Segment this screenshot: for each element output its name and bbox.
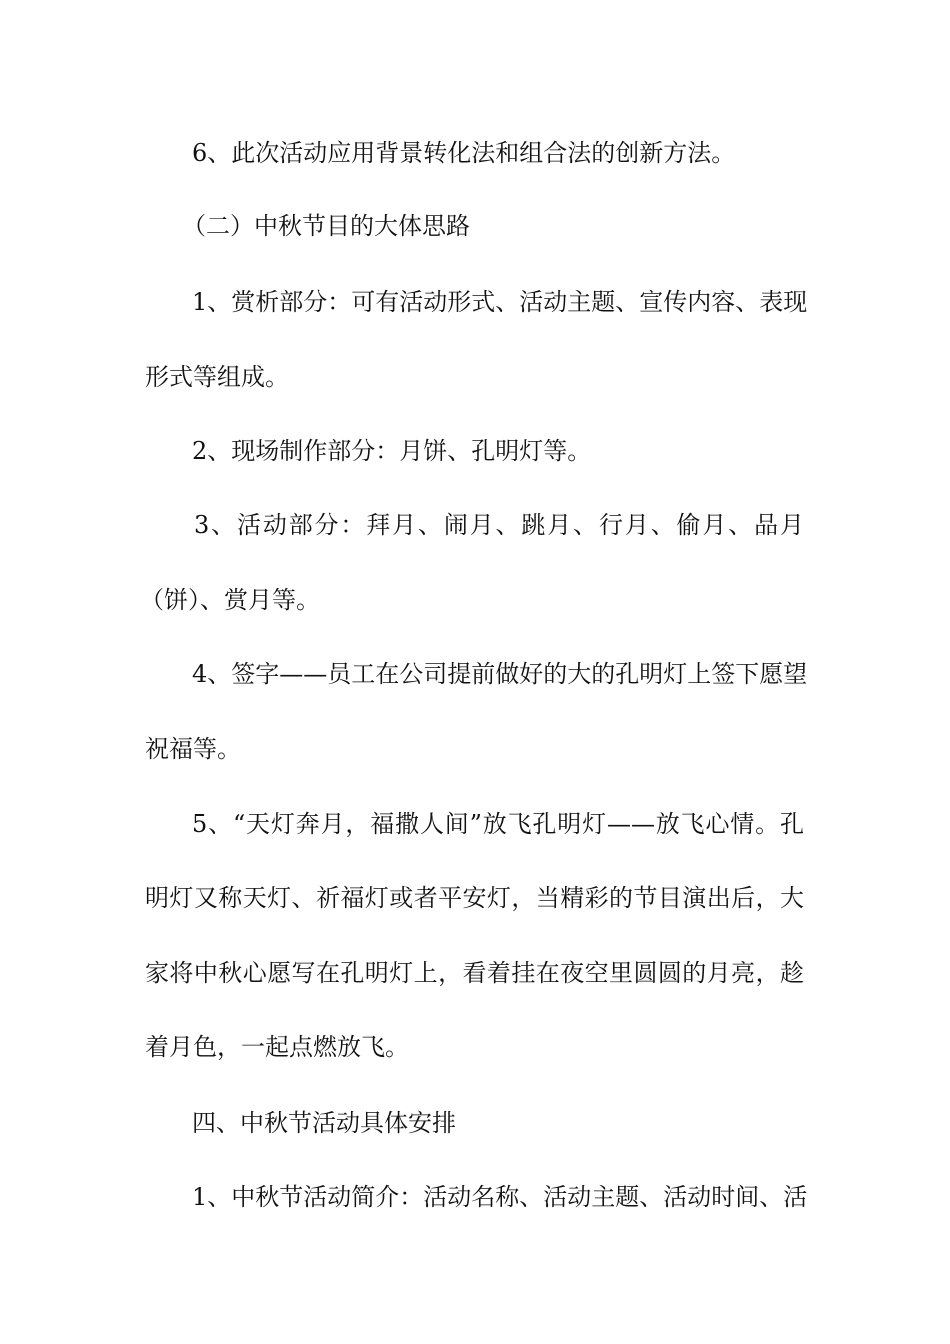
paragraph-line [0, 953, 950, 993]
section-heading [0, 206, 950, 246]
paragraph-line [0, 505, 950, 545]
paragraph-line [0, 1177, 950, 1217]
line-text: 6、此次活动应用背景转化法和组合法的创新方法。 [192, 139, 736, 167]
line-text: 3、活动部分：拜月、闹月、跳月、行月、偷月、品月 [194, 511, 804, 539]
paragraph-line [0, 357, 950, 397]
section-heading [0, 1103, 950, 1143]
paragraph-line [0, 654, 950, 694]
paragraph-line [0, 282, 950, 322]
paragraph-line [0, 878, 950, 918]
line-text: （饼）、赏月等。 [140, 586, 320, 614]
line-text: 祝福等。 [145, 735, 241, 763]
line-text: 家将中秋心愿写在孔明灯上，看着挂在夜空里圆圆的月亮，趁 [145, 959, 804, 987]
line-text: 2、现场制作部分：月饼、孔明灯等。 [192, 437, 592, 465]
line-text: 1、赏析部分：可有活动形式、活动主题、宣传内容、表现 [192, 288, 808, 316]
line-text: 形式等组成。 [145, 363, 289, 391]
paragraph-line [0, 804, 950, 844]
paragraph-line [0, 580, 950, 620]
paragraph-line [0, 431, 950, 471]
line-text: 1、中秋节活动简介：活动名称、活动主题、活动时间、活 [192, 1183, 808, 1211]
line-text: 5、“天灯奔月，福撒人间”放飞孔明灯——放飞心情。孔 [192, 810, 804, 838]
line-text: 着月色，一起点燃放飞。 [145, 1033, 409, 1061]
paragraph-line [0, 1027, 950, 1067]
line-text: 明灯又称天灯、祈福灯或者平安灯，当精彩的节目演出后，大 [145, 884, 804, 912]
paragraph-line [0, 729, 950, 769]
paragraph-line [0, 133, 950, 173]
line-text: （二）中秋节目的大体思路 [182, 212, 470, 240]
line-text: 四、中秋节活动具体安排 [192, 1109, 456, 1137]
line-text: 4、签字——员工在公司提前做好的大的孔明灯上签下愿望 [192, 660, 808, 688]
